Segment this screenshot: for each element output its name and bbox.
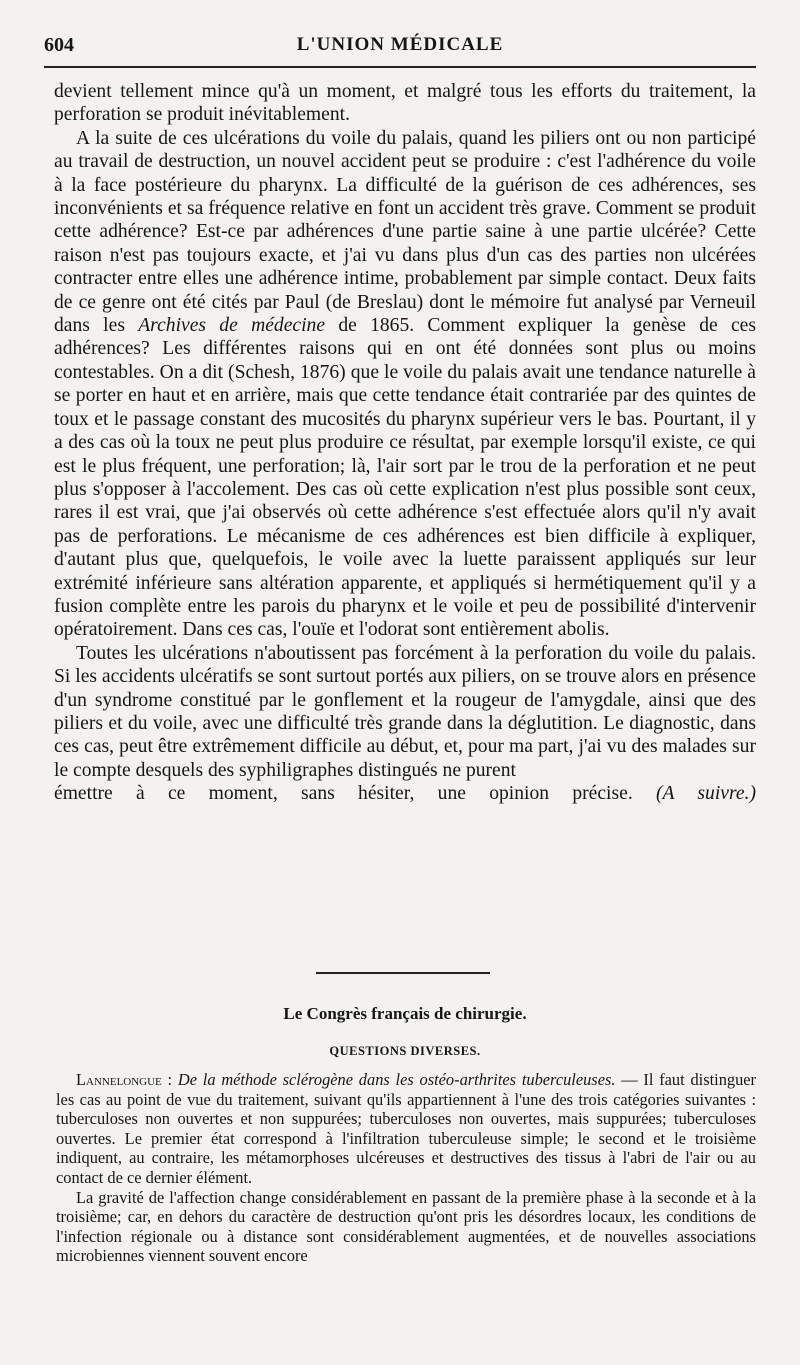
paragraph-2: A la suite de ces ulcérations du voile du palais, quand les piliers ont ou non participé au travail de destruction, un nouvel accident peut se produire : c'est l'adhérence du voile à la face postérieure du pharynx. La difficulté de la guérison de ces adhérences, ses inconvénients et sa fréquence relative en font un accident très grave. Comment se produit cette adhérence? Est-ce par adhérences d'une partie saine à une partie ulcérée? Cette raison n'est pas toujours exacte, et j'ai vu dans plus d'un cas des parties non ulcérées contracter entre elles une adhérence intime, probablement par simple contact. Deux faits de ce genre ont été cités par Paul (de Breslau) dont le mémoire fut analysé par Verneuil dans les Archives de médecine de 1865. Comment expliquer la genèse de ces adhérences? Les différentes raisons qui en ont été données sont plus ou moins contestables. On a dit (Schesh, 1876) que le voile du palais avait une tendance naturelle à se porter en haut et en arrière, mais que cette tendance était contrariée par des quintes de toux et le passage constant des mucosités du pharynx supérieur vers le bas. Pourtant, il y a des cas où la toux ne peut plus produire ce résultat, par exemple lorsqu'il existe, ce qui est le plus fréquent, une perforation; là, l'air sort par le trou de la perforation et ne peut plus s'opposer à l'accolement. Des cas où cette explication n'est plus possible sont ceux, rares il est vrai, que j'ai observés où cette adhérence s'est effectuée alors qu'il n'y avait pas de perforations. Le mécanisme de ces adhérences est bien difficile à expliquer, d'autant plus que, quelquefois, le voile avec la luette paraissent appliqués sur leur extrémité inférieure sans altération apparente, et appliqués si hermétiquement qu'il y a fusion complète entre les parois du pharynx et le voile et peu de possibilité d'intervenir opératoirement. Dans ces cas, l'ouïe et l'odorat sont entièrement abolis. [54,127,756,641]
talk-title: De la méthode sclérogène dans les ostéo-arthrites tuberculeuses. [177,1070,616,1089]
subsection-title: QUESTIONS DIVERSES. [329,1044,481,1058]
page-number: 604 [44,34,74,56]
section-title: Le Congrès français de chirurgie. [283,1004,527,1023]
author-name: Lannelongue [76,1070,162,1089]
header-rule [44,66,756,68]
section-divider [316,972,490,974]
journal-title: L'UNION MÉDICALE [296,34,504,55]
congress-report-text [56,1070,756,1266]
report-paragraph-2: La gravité de l'affection change considérablement en passant de la première phase à la seconde et à la troisième; car, en dehors du caractère de destruction qu'ont pris les désordres locaux, les conditions de l'infection régionale ou à distance sont considérablement augmentées, et de nouvelles associations microbiennes viennent souvent encore [56,1187,756,1266]
a-suivre: (A suivre.) [656,783,757,805]
paragraph-3-end: émettre à ce moment, sans hésiter, une opinion précise. (A suivre.) [54,783,757,805]
journal-reference: Archives de médecine [138,315,326,337]
paragraph-3: Toutes les ulcérations n'aboutissent pas forcément à la perforation du voile du palais. Si les accidents ulcératifs se sont surtout portés aux piliers, on se trouve alors en présence d'un syndrome constitué par le gonflement et la rougeur de l'amygdale, ainsi que des piliers et du voile, avec une difficulté très grande dans la déglutition. Le diagnostic, dans ces cas, peut être extrêmement difficile au début, et, pour ma part, j'ai vu des malades sur le compte desquels des syphiligraphes distingués ne purent [54,642,756,781]
page-header [44,30,756,62]
report-paragraph-1: Lannelongue : De la méthode sclérogène dans les ostéo-arthrites tuberculeuses. — Il faut distinguer les cas au point de vue du traitement, suivant qu'ils appartiennent à l'une des trois catégories suivantes : tuberculoses non ouvertes et non suppurées; tuberculoses non ouvertes, mais suppurées; tuberculoses ouvertes. Le premier état correspond à l'infiltration tuberculeuse simple; le second et le troisième indiquent, au contraire, les métamorphoses ulcéreuses et destructives des tissus à l'abri de l'air ou au contact de ce dernier élément. [56,1070,757,1187]
main-article-text [54,80,756,806]
paragraph-1: devient tellement mince qu'à un moment, et malgré tous les efforts du traitement, la perforation se produit inévitablement. [54,81,756,126]
